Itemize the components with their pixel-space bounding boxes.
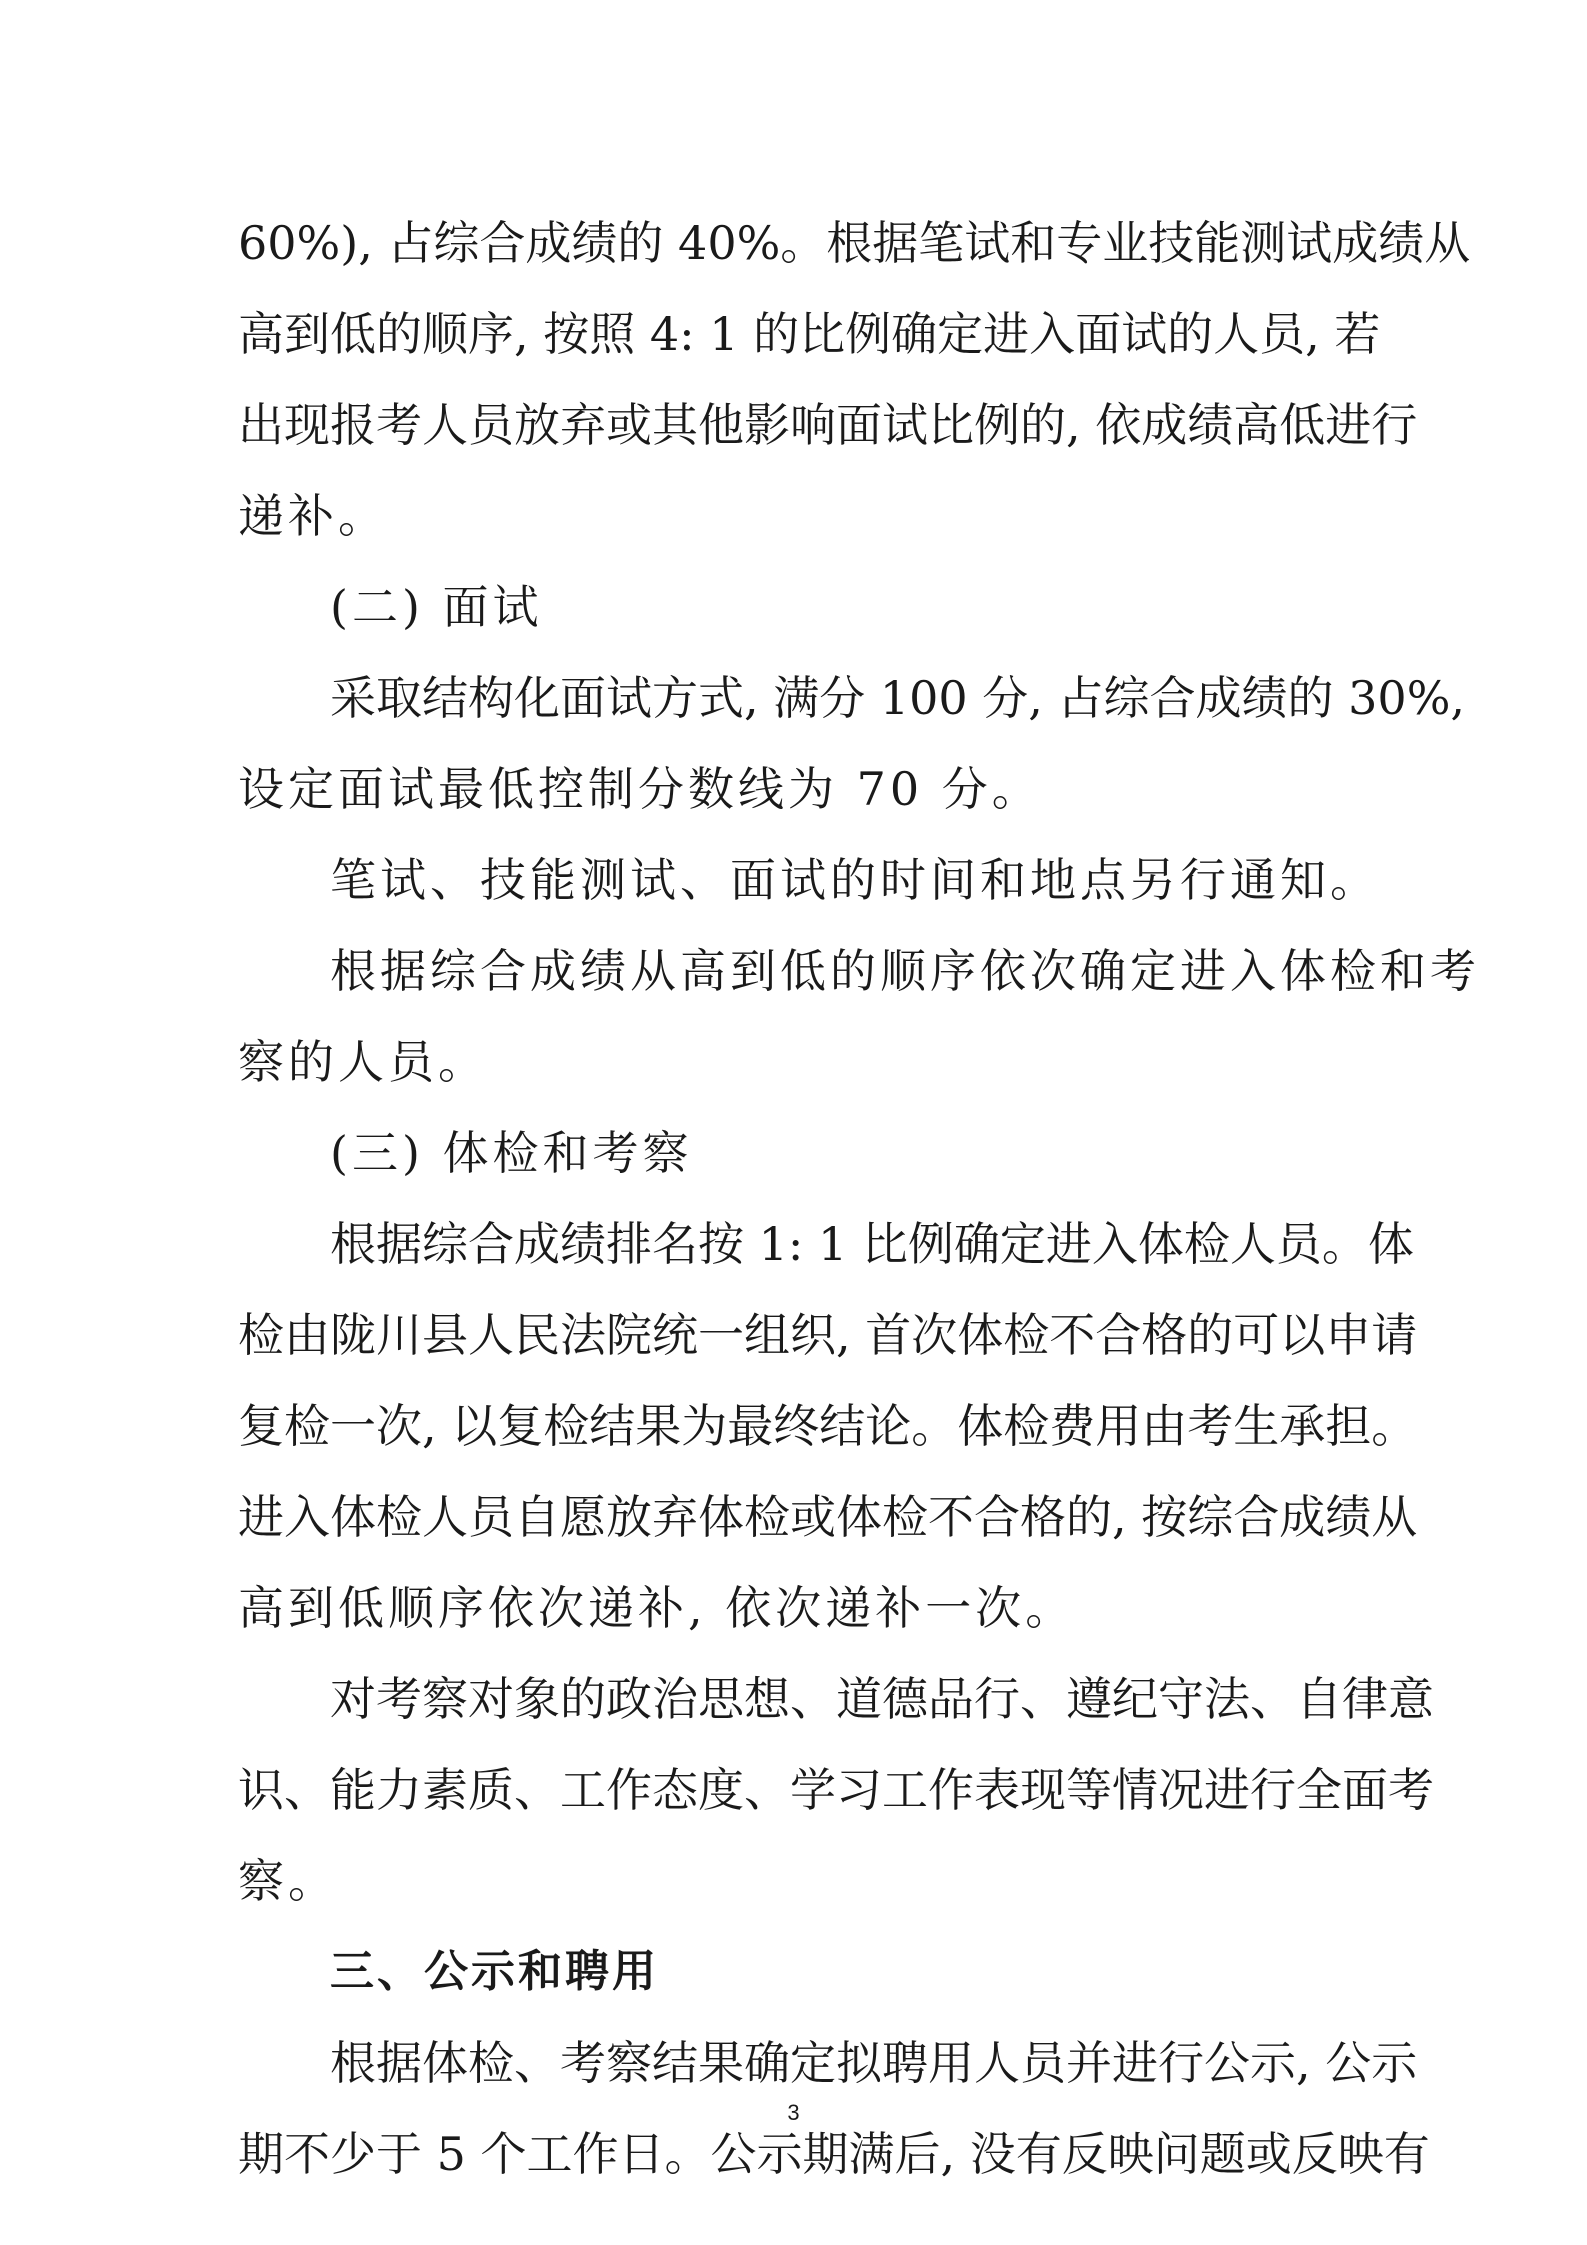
paragraph-line: 递补。 — [238, 489, 388, 543]
paragraph-line: 根据体检、考察结果确定拟聘用人员并进行公示, 公示 — [330, 2036, 1418, 2090]
section-heading-publicity: 三、公示和聘用 — [330, 1946, 659, 1997]
paragraph-line: 高到低顺序依次递补, 依次递补一次。 — [238, 1581, 1076, 1635]
paragraph-line: 识、能力素质、工作态度、学习工作表现等情况进行全面考 — [238, 1763, 1434, 1817]
paragraph-line: 根据综合成绩从高到低的顺序依次确定进入体检和考 — [330, 944, 1480, 998]
paragraph-line: 进入体检人员自愿放弃体检或体检不合格的, 按综合成绩从 — [238, 1490, 1418, 1544]
paragraph-line: 期不少于 5 个工作日。公示期满后, 没有反映问题或反映有 — [238, 2127, 1430, 2181]
paragraph-line: 察的人员。 — [238, 1035, 488, 1089]
paragraph-line: 设定面试最低控制分数线为 70 分。 — [238, 762, 1042, 816]
paragraph-line: 察。 — [238, 1854, 338, 1908]
paragraph-line: 复检一次, 以复检结果为最终结论。体检费用由考生承担。 — [238, 1399, 1418, 1453]
paragraph-line: 采取结构化面试方式, 满分 100 分, 占综合成绩的 30%, — [330, 671, 1466, 725]
paragraph-line: 笔试、技能测试、面试的时间和地点另行通知。 — [330, 853, 1380, 907]
paragraph-line: 高到低的顺序, 按照 4: 1 的比例确定进入面试的人员, 若 — [238, 307, 1381, 361]
sub-heading-physical-exam: (三) 体检和考察 — [330, 1126, 693, 1180]
paragraph-line: 出现报考人员放弃或其他影响面试比例的, 依成绩高低进行 — [238, 398, 1418, 452]
page-number: 3 — [787, 2100, 800, 2125]
sub-heading-interview: (二) 面试 — [330, 580, 543, 634]
paragraph-line: 60%), 占综合成绩的 40%。根据笔试和专业技能测试成绩从 — [238, 216, 1471, 270]
paragraph-line: 对考察对象的政治思想、道德品行、遵纪守法、自律意 — [330, 1672, 1434, 1726]
paragraph-line: 检由陇川县人民法院统一组织, 首次体检不合格的可以申请 — [238, 1308, 1418, 1362]
paragraph-line: 根据综合成绩排名按 1: 1 比例确定进入体检人员。体 — [330, 1217, 1414, 1271]
